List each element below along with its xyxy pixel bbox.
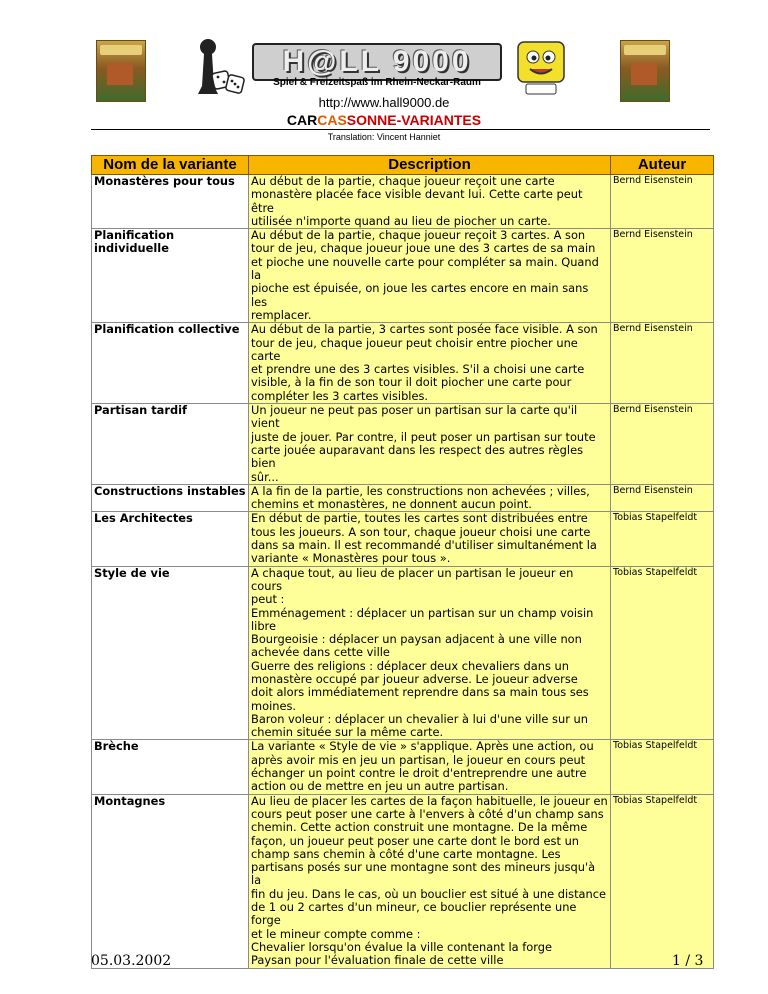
header-divider xyxy=(91,129,710,130)
description-line: utilisée n'importe quand au lieu de piocher un carte. xyxy=(251,213,551,228)
page-header xyxy=(0,0,768,140)
description-line: La variante « Style de vie » s'applique. Après une action, ou xyxy=(251,739,594,754)
variant-author: Bernd Eisenstein xyxy=(611,404,714,485)
variant-author: Tobias Stapelfeldt xyxy=(611,740,714,794)
site-url[interactable]: http://www.hall9000.de xyxy=(318,95,450,110)
description-line: visible, à la fin de son tour il doit piocher une carte pour xyxy=(251,375,572,390)
description-line: cours peut poser une carte à l'envers à côté d'un champ sans xyxy=(251,806,604,821)
mascot-icon xyxy=(512,40,570,98)
description-line: A chaque tout, au lieu de placer un partisan le joueur en cours xyxy=(251,565,574,593)
description-line: Emménagement : déplacer un partisan sur un champ voisin xyxy=(251,605,594,620)
description-line: Baron voleur : déplacer un chevalier à lui d'une ville sur un xyxy=(251,711,588,726)
variant-name: Planification individuelle xyxy=(92,229,249,323)
variant-description xyxy=(249,740,611,794)
description-line: échanger un point contre le droit d'entreprendre une autre xyxy=(251,766,587,781)
table-row xyxy=(92,512,714,566)
description-line: juste de jouer. Par contre, il peut poser un partisan sur toute xyxy=(251,429,596,444)
description-line: Au début de la partie, 3 cartes sont posée face visible. A son xyxy=(251,322,598,337)
variant-name: Montagnes xyxy=(92,794,249,968)
description-line: de 1 ou 2 cartes d'un mineur, ce bouclier représente une forge xyxy=(251,900,577,928)
description-line: remplacer. xyxy=(251,307,312,322)
variant-name: Constructions instables xyxy=(92,484,249,512)
description-line: monastère placée face visible devant lui. Cette carte peut être xyxy=(251,187,583,215)
variant-author: Bernd Eisenstein xyxy=(611,484,714,512)
header-description: Description xyxy=(249,156,611,175)
description-line: peut : xyxy=(251,592,285,607)
variants-title-segment: CAR xyxy=(286,112,318,128)
description-line: façon, un joueur peut poser une carte dont le bord est un xyxy=(251,833,580,848)
variants-title xyxy=(0,112,768,128)
description-line: Chevalier lorsqu'on évalue la ville contenant la forge xyxy=(251,939,552,954)
variants-title-segment: NE-VARIANTES xyxy=(377,112,482,128)
variants-title-segment: CAS xyxy=(317,112,347,128)
variants-table xyxy=(91,155,714,969)
description-line: chemin. Cette action construit une montagne. De la même xyxy=(251,820,588,835)
variants-title-segment: SON xyxy=(346,112,378,128)
variant-description xyxy=(249,175,611,229)
hall9000-logo: H@LL 9000 xyxy=(252,43,502,81)
description-line: pioche est épuisée, on joue les cartes encore en main sans les xyxy=(251,281,589,309)
description-line: partisans posés sur une montagne sont des mineurs jusqu'à la xyxy=(251,860,596,888)
description-line: Au début de la partie, chaque joueur reçoit 3 cartes. A son xyxy=(251,228,586,243)
description-line: fin du jeu. Dans le cas, où un bouclier est situé à une distance xyxy=(251,886,607,901)
description-line: sûr... xyxy=(251,469,279,484)
translation-credit: Translation: Vincent Hanniet xyxy=(327,132,441,142)
variant-description xyxy=(249,566,611,740)
table-row xyxy=(92,323,714,404)
variant-author: Bernd Eisenstein xyxy=(611,323,714,404)
variant-name: Planification collective xyxy=(92,323,249,404)
description-line: variante « Monastères pour tous ». xyxy=(251,551,451,566)
description-line: Au début de la partie, chaque joueur reçoit une carte xyxy=(251,174,555,188)
table-row xyxy=(92,175,714,229)
description-line: moines. xyxy=(251,698,297,713)
table-row xyxy=(92,404,714,485)
description-line: libre xyxy=(251,618,277,633)
variant-description xyxy=(249,229,611,323)
dice-icon xyxy=(212,66,246,96)
description-line: achevée dans cette ville xyxy=(251,645,390,660)
description-line: monastère occupé par joueur adverse. Le joueur adverse xyxy=(251,671,578,686)
table-header-row xyxy=(92,156,714,175)
description-line: chemins et monastères, ne donnent aucun point. xyxy=(251,497,532,512)
header-name: Nom de la variante xyxy=(92,156,249,175)
variant-description xyxy=(249,794,611,968)
variant-description xyxy=(249,404,611,485)
variant-author: Tobias Stapelfeldt xyxy=(611,566,714,740)
description-line: doit alors immédiatement reprendre dans sa main tous ses xyxy=(251,685,589,700)
description-line: et le mineur compte comme : xyxy=(251,926,421,941)
variant-name: Les Architectes xyxy=(92,512,249,566)
description-line: Paysan pour l'évaluation finale de cette ville xyxy=(251,953,504,968)
variant-author: Tobias Stapelfeldt xyxy=(611,794,714,968)
description-line: Bourgeoisie : déplacer un paysan adjacent à une ville non xyxy=(251,632,582,647)
description-line: action ou de mettre en jeu un autre partisan. xyxy=(251,779,509,794)
variant-description xyxy=(249,484,611,512)
table-row xyxy=(92,794,714,968)
variant-name: Monastères pour tous xyxy=(92,175,249,229)
footer-date: 05.03.2002 xyxy=(91,953,172,969)
description-line: En début de partie, toutes les cartes sont distribuées entre xyxy=(251,511,588,526)
description-line: tour de jeu, chaque joueur peut choisir entre piocher une carte xyxy=(251,335,578,363)
header-author: Auteur xyxy=(611,156,714,175)
variant-name: Style de vie xyxy=(92,566,249,740)
description-line: et prendre une des 3 cartes visibles. S'il a choisi une carte xyxy=(251,362,585,377)
variant-name: Partisan tardif xyxy=(92,404,249,485)
carcassonne-box-image-left xyxy=(96,40,146,102)
variant-description xyxy=(249,323,611,404)
description-line: chemin située sur la même carte. xyxy=(251,725,444,740)
table-row xyxy=(92,740,714,794)
table-row xyxy=(92,484,714,512)
table-row xyxy=(92,229,714,323)
variant-author: Bernd Eisenstein xyxy=(611,175,714,229)
description-line: compléter les 3 cartes visibles. xyxy=(251,388,429,403)
description-line: champ sans chemin à côté d'une carte montagne. Les xyxy=(251,846,561,861)
variant-author: Bernd Eisenstein xyxy=(611,229,714,323)
variant-name: Brèche xyxy=(92,740,249,794)
footer-page-number: 1 / 3 xyxy=(672,953,704,969)
description-line: dans sa main. Il est recommandé d'utiliser simultanément la xyxy=(251,538,597,553)
variant-author: Tobias Stapelfeldt xyxy=(611,512,714,566)
description-line: carte jouée auparavant dans les respect des autres règles bien xyxy=(251,442,584,471)
description-line: et pioche une nouvelle carte pour compléter sa main. Quand la xyxy=(251,254,599,283)
description-line: A la fin de la partie, les constructions non achevées ; villes, xyxy=(251,483,590,498)
variant-description xyxy=(249,512,611,566)
description-line: Guerre des religions : déplacer deux chevaliers dans un xyxy=(251,658,569,673)
description-line: Un joueur ne peut pas poser un partisan sur la carte qu'il vient xyxy=(251,403,578,431)
description-line: après avoir mis en jeu un partisan, le joueur en cours peut xyxy=(251,752,586,767)
description-line: tour de jeu, chaque joueur joue une des 3 cartes de sa main xyxy=(251,241,596,256)
carcassonne-box-image-right xyxy=(620,40,670,102)
description-line: tous les joueurs. A son tour, chaque joueur choisi une carte xyxy=(251,524,591,539)
table-row xyxy=(92,566,714,740)
header-slogan: Spiel & Freizeitspaß im Rhein-Neckar-Raum xyxy=(273,77,481,88)
description-line: Au lieu de placer les cartes de la façon habituelle, le joueur en xyxy=(251,793,608,808)
